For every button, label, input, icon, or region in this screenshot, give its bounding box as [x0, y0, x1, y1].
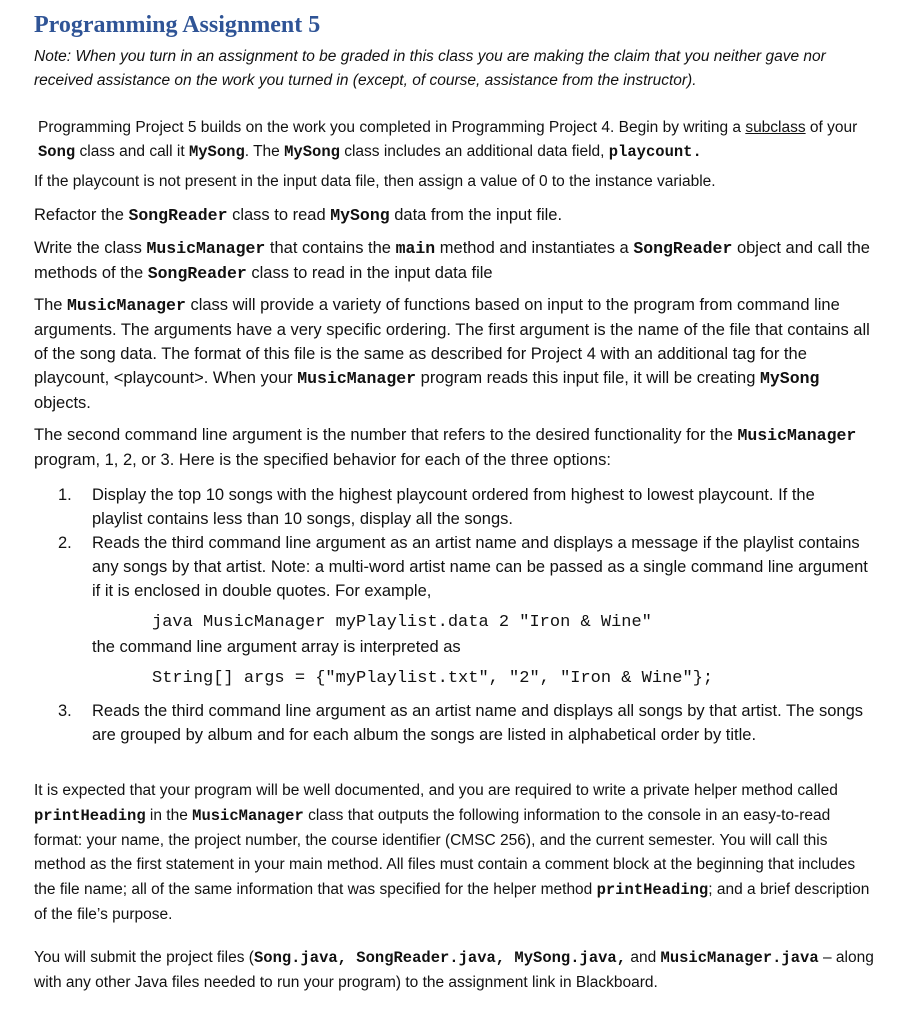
subclass-link[interactable]: subclass: [745, 119, 806, 136]
options-list: [58, 483, 868, 747]
list-item: 1. Display the top 10 songs with the highest playcount ordered from highest to lowest playcount. If the playlist contains less than 10 songs, display all the songs.: [58, 486, 815, 528]
list-item: 3. Reads the third command line argument as an artist name and displays all songs by that artist. The songs are grouped by album and for each album the songs are listed in alphabetical order by title.: [58, 702, 864, 744]
paragraph-documentation: It is expected that your program will be well documented, and you are required to write a private helper method called printHeading in the MusicManager class that outputs the following information to the console in an easy-to-read format: your name, the project number, the course identifier (CMSC 256), and the current semester. You will call this method as the first statement in your main method. All files must contain a comment block at the beginning that includes the file name; all of the same information that was specified for the helper method printHeading; and a brief description of the file’s purpose.: [34, 782, 870, 923]
paragraph-musicmanager: Write the class MusicManager that contains the main method and instantiates a SongReader object and call the methods of the SongReader class to read in the input data file: [34, 239, 870, 283]
code-example-command: java MusicManager myPlaylist.data 2 "Iron & Wine": [152, 613, 652, 632]
paragraph-functions: The MusicManager class will provide a variety of functions based on input to the program from command line arguments. The arguments have a very specific ordering. The first argument is the name of the file that contains all of the song data. The format of this file is the same as described for Project 4 with an additional tag for the playcount, <playcount>. When your MusicManager program reads this input file, it will be creating MySong objects.: [34, 296, 870, 412]
code-example-args: String[] args = {"myPlaylist.txt", "2", "Iron & Wine"};: [152, 669, 714, 688]
paragraph-second-arg: The second command line argument is the number that refers to the desired functionality for the MusicManager program, 1, 2, or 3. Here is the specified behavior for each of the three options:: [34, 426, 857, 469]
page-title: Programming Assignment 5: [34, 12, 321, 38]
paragraph-playcount: If the playcount is not present in the input data file, then assign a value of 0 to the instance variable.: [34, 173, 716, 190]
paragraph-submission: You will submit the project files (Song.java, SongReader.java, MySong.java, and MusicManager.java – along with any other Java files needed to run your program) to the assignment link in Blackboard.: [34, 949, 874, 991]
honor-note: Note: When you turn in an assignment to be graded in this class you are making the claim that you neither gave nor received assistance on the work you turned in (except, of course, assistance from the instructor).: [34, 48, 826, 89]
paragraph-intro: Programming Project 5 builds on the work you completed in Programming Project 4. Begin by writing a subclass of your Song class and call it MySong. The MySong class includes an additional data field, playcount.: [38, 119, 858, 161]
list-item: 2. Reads the third command line argument as an artist name and displays a message if the playlist contains any songs by that artist. Note: a multi-word artist name can be passed as a single command line argument if it is enclosed in double quotes. For example, java MusicManager myPlaylist.data 2 "Iron & Wine" the command line argument array is interpreted as String[] args = {"myPlaylist.txt", "2", "Iron & Wine"};: [58, 531, 868, 691]
paragraph-refactor: Refactor the SongReader class to read MySong data from the input file.: [34, 206, 563, 225]
